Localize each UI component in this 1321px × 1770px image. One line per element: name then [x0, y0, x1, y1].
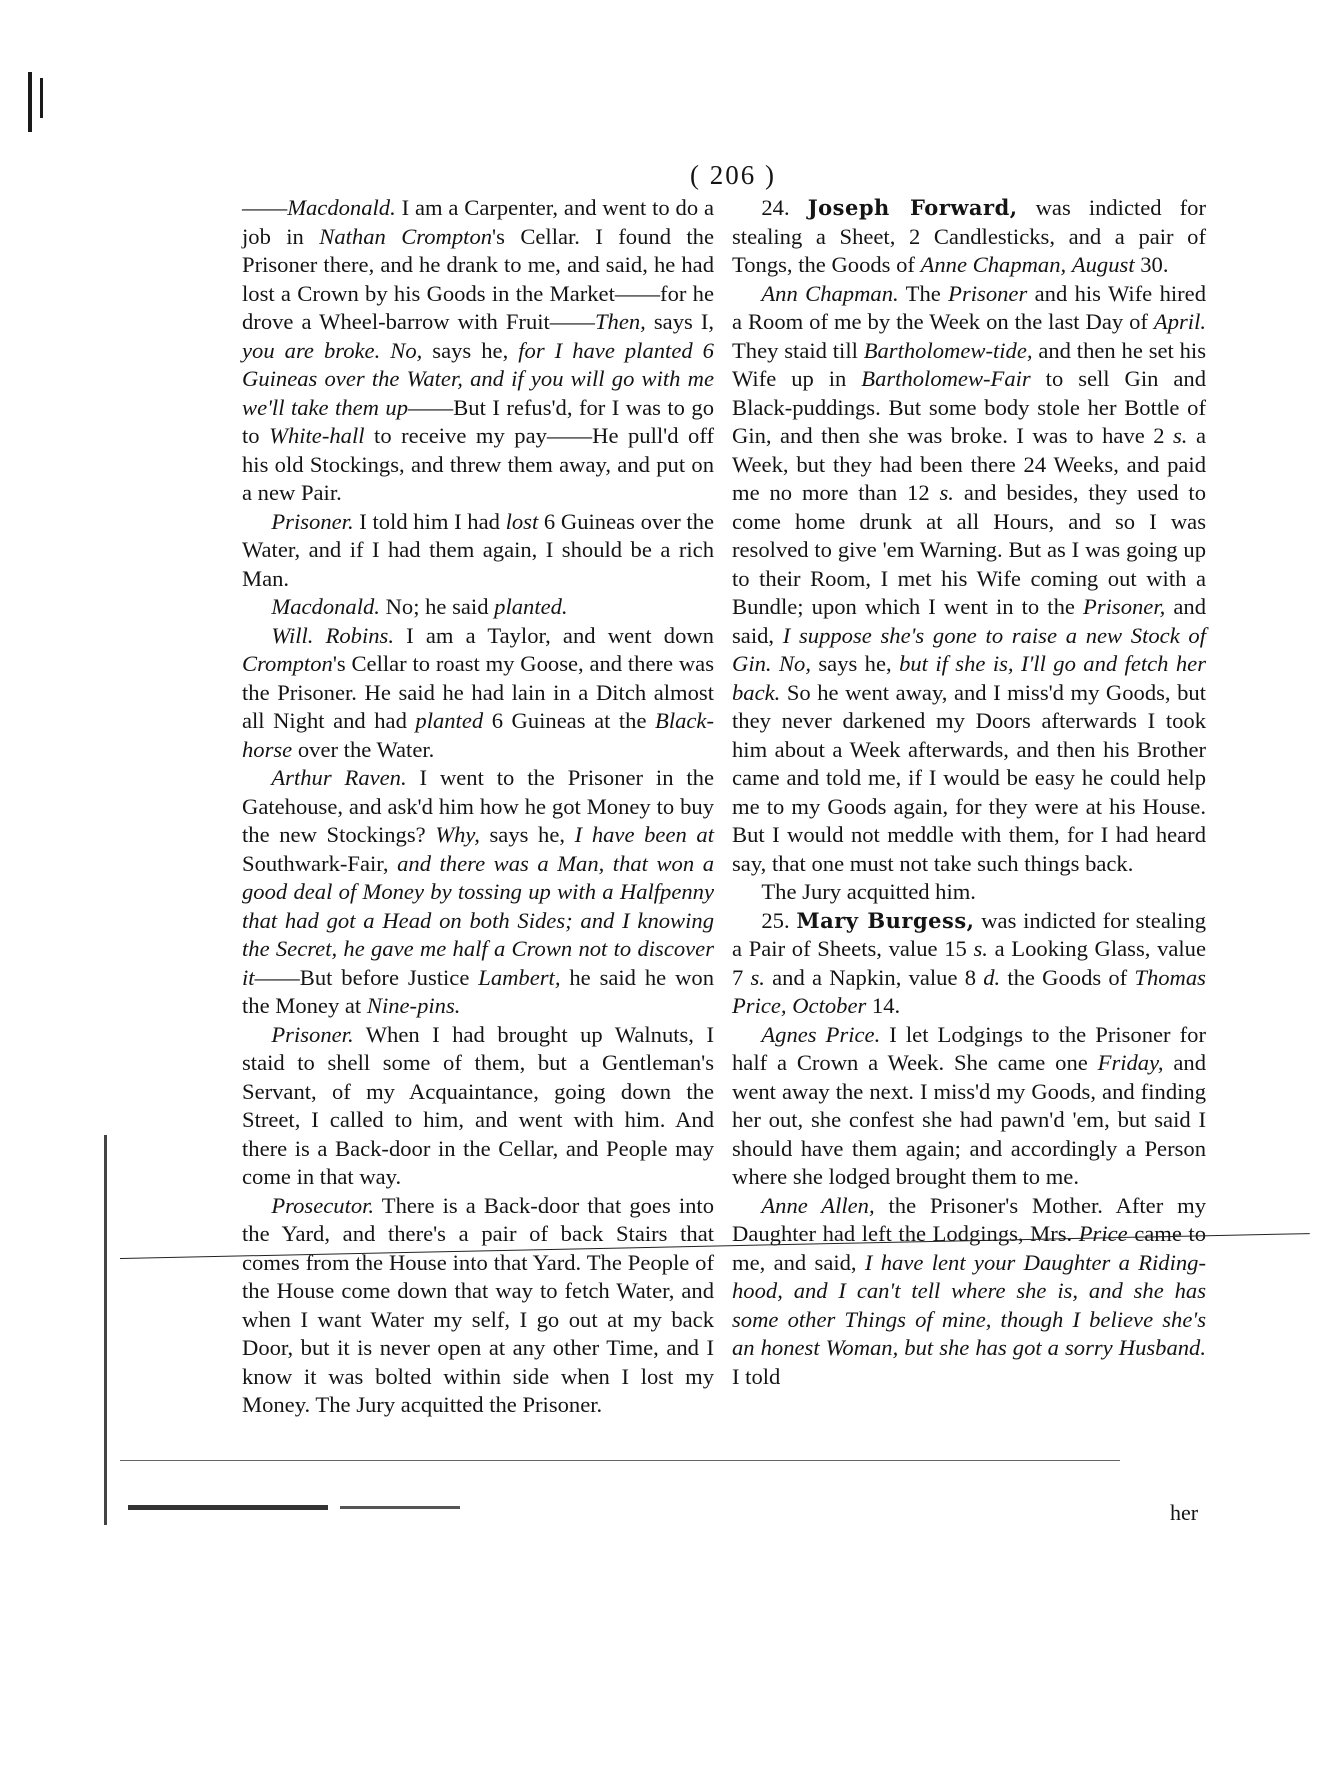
- catchword: her: [1170, 1500, 1199, 1525]
- verdict: The Jury acquitted him.: [761, 879, 976, 904]
- paragraph: ——Macdonald. I am a Carpenter, and went to do a job in Nathan Crompton's Cellar. I found the Prisoner there, and he drank to me, and said, he had lost a Crown by his Goods in the Market——for he drove a Wheel-barrow with Fruit——Then, says I, you are broke. No, says he, for I have planted 6 Guineas over the Water, and if you will go with me we'll take them up——But I refus'd, for I was to go to White-hall to receive my pay——He pull'd off his old Stockings, and threw them away, and put on a new Pair.: [242, 195, 715, 505]
- right-column: [732, 194, 1206, 1391]
- scan-margin-mark: [340, 1506, 460, 1509]
- scan-margin-mark: [40, 78, 43, 118]
- paragraph: Prisoner. I told him I had lost 6 Guineas over the Water, and if I had them again, I should be a rich Man.: [242, 508, 715, 591]
- paragraph: Will. Robins. I am a Taylor, and went down Crompton's Cellar to roast my Goose, and there was the Prisoner. He said he had lain in a Ditch almost all Night and had planted 6 Guineas at the Black-horse over the Water.: [242, 622, 714, 762]
- paragraph: Macdonald. No; he said planted.: [271, 594, 568, 619]
- scan-margin-mark: [28, 72, 32, 132]
- paragraph: Prosecutor. There is a Back-door that goes into the Yard, and there's a pair of back Stairs that comes from the House into that Yard. The People of the House come down that way to fetch Water, and when I want Water my self, I go out at my back Door, but it is never open at any other Time, and I know it was bolted within side when I lost my Money. The Jury acquitted the Prisoner.: [242, 1192, 714, 1417]
- trial-heading: 25. Mary Burgess, was indicted for stealing a Pair of Sheets, value 15 s. a Looking Glass, value 7 s. and a Napkin, value 8 d. the Goods of Thomas Price, October 14.: [732, 907, 1207, 1018]
- trial-heading: 24. Joseph Forward, was indicted for stealing a Sheet, 2 Candlesticks, and a pair of Tongs, the Goods of Anne Chapman, August 30.: [732, 195, 1206, 277]
- scan-rule-line: [120, 1460, 1120, 1461]
- scan-margin-mark: [128, 1505, 328, 1510]
- paragraph: Prisoner. When I had brought up Walnuts, I staid to shell some of them, but a Gentleman's Servant, of my Acquaintance, going down the Street, I called to him, and went with him. And there is a Back-door in the Cellar, and People may come in that way.: [242, 1021, 714, 1189]
- paragraph: Arthur Raven. I went to the Prisoner in the Gatehouse, and ask'd him how he got Money to buy the new Stockings? Why, says he, I have been at Southwark-Fair, and there was a Man, that won a good deal of Money by tossing up with a Halfpenny that had got a Head on both Sides; and I knowing the Secret, he gave me half a Crown not to discover it——But before Justice Lambert, he said he won the Money at Nine-pins.: [242, 765, 715, 1018]
- paragraph: Anne Allen, the Prisoner's Mother. After my Daughter had left the Lodgings, Mrs. Price came to me, and said, I have lent your Daughter a Riding-hood, and I can't tell where she is, and she has some other Things of mine, though I believe she's an honest Woman, but she has got a sorry Husband. I told: [732, 1192, 1206, 1389]
- left-column: [242, 194, 714, 1420]
- paragraph: Agnes Price. I let Lodgings to the Prisoner for half a Crown a Week. She came one Friday, and went away the next. I miss'd my Goods, and finding her out, she confest she had pawn'd 'em, but said I should have them again; and accordingly a Person where she lodged brought them to me.: [732, 1021, 1207, 1189]
- page-number: ( 206 ): [690, 160, 776, 190]
- paragraph: Ann Chapman. The Prisoner and his Wife hired a Room of me by the Week on the last Day of April. They staid till Bartholomew-tide, and then he set his Wife up in Bartholomew-Fair to sell Gin and Black-puddings. But some body stole her Bottle of Gin, and then she was broke. I was to have 2 s. a Week, but they had been there 24 Weeks, and paid me no more than 12 s. and besides, they used to come home drunk at all Hours, and so I was resolved to give 'em Warning. But as I was going up to their Room, I met his Wife coming out with a Bundle; upon which I went in to the Prisoner, and said, I suppose she's gone to raise a new Stock of Gin. No, says he, but if she is, I'll go and fetch her back. So he went away, and I miss'd my Goods, but they never darkened my Doors afterwards I took him about a Week afterwards, and then his Brother came and told me, if I would be easy he could help me to my Goods again, for they were at his House. But I would not meddle with them, for I had heard say, that one must not take such things back.: [732, 280, 1207, 876]
- scan-margin-mark: [104, 1135, 107, 1525]
